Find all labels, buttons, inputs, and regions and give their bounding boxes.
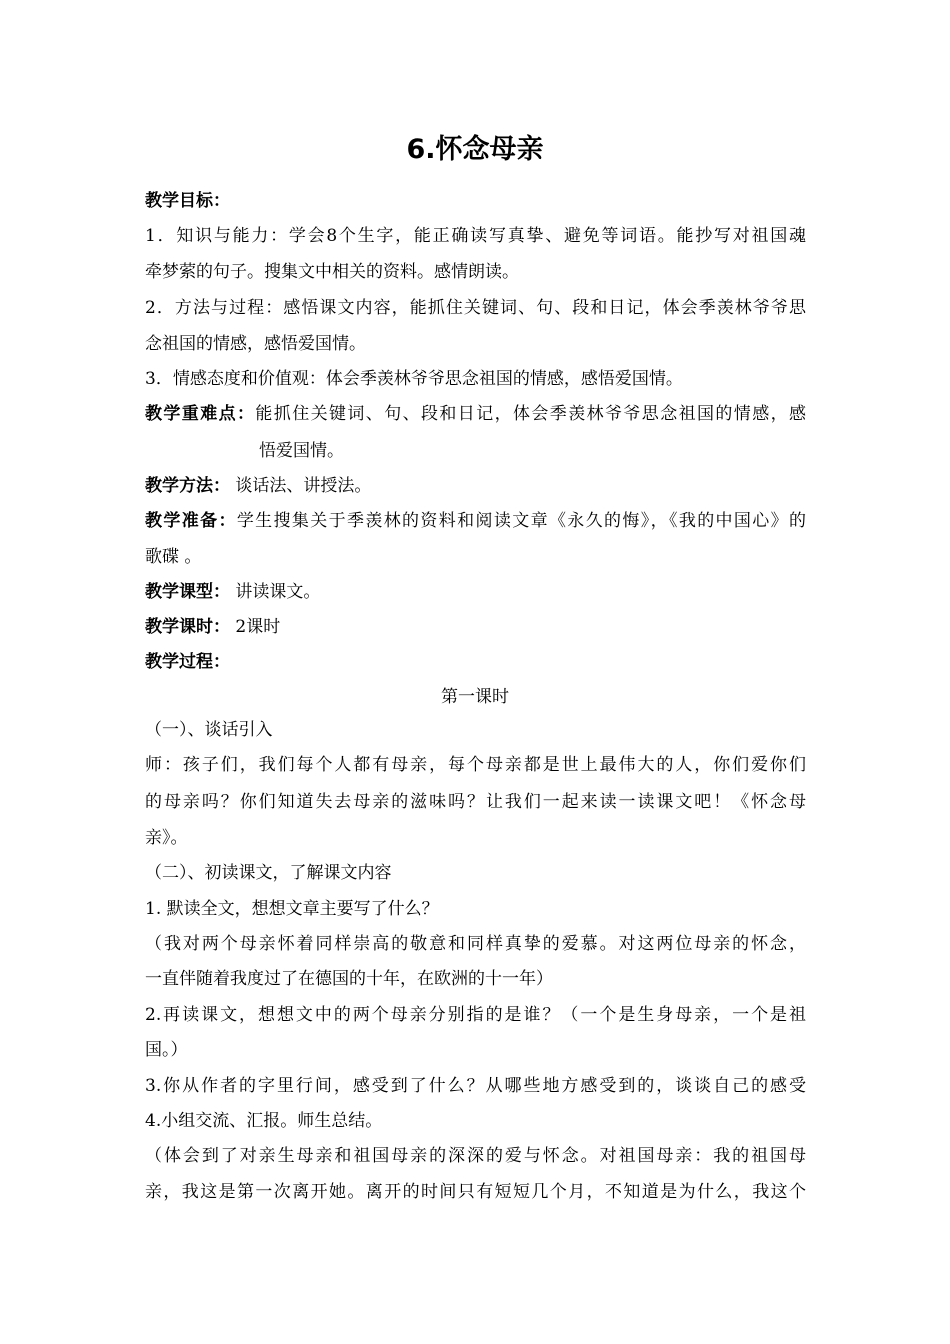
prep-text-1: 学生搜集关于季羡林的资料和阅读文章《永久的悔》，《我的中国心》的 [236,511,807,531]
session-title: 第一课时 [441,687,509,707]
part1-line-2: 的母亲吗？你们知道失去母亲的滋味吗？让我们一起来读一读课文吧！《怀念母 [145,792,806,812]
lesson-type-text: 讲读课文。 [230,582,321,602]
prep-line-1 [145,507,806,535]
lesson-type-line [145,578,320,606]
method-text: 谈话法、讲授法。 [230,476,372,496]
answer-4-line-1: （体会到了对亲生母亲和祖国母亲的深深的爱与怀念。对祖国母亲：我的祖国母 [145,1146,806,1166]
lesson-hours-line [145,613,280,641]
question-3: 3.你从作者的字里行间，感受到了什么？从哪些地方感受到的，谈谈自己的感受 [145,1076,806,1096]
process-heading: 教学过程： [145,652,230,672]
question-2-line-2: 国。） [145,1040,188,1060]
answer-1-line-2: 一直伴随着我度过了在德国的十年，在欧洲的十一年） [145,969,553,989]
part2-heading: （二）、初读课文，了解课文内容 [145,863,392,883]
keypoints-text-1: 能抓住关键词、句、段和日记，体会季羡林爷爷思念祖国的情感，感 [255,404,807,424]
objective-2-line-1: 2．方法与过程：感悟课文内容，能抓住关键词、句、段和日记，体会季羡林爷爷思 [145,298,806,318]
objective-1-line-2: 牵梦萦的句子。搜集文中相关的资料。感情朗读。 [145,262,519,282]
objective-1-line-1: 1．知识与能力：学会8个生字，能正确读写真挚、避免等词语。能抄写对祖国魂 [145,226,806,246]
keypoints-label: 教学重难点： [145,404,256,424]
part1-line-3: 亲》。 [145,828,188,848]
method-label: 教学方法： [145,476,230,496]
answer-1-line-1: （我对两个母亲怀着同样崇高的敬意和同样真挚的爱慕。对这两位母亲的怀念， [145,934,806,954]
objective-2-line-2: 念祖国的情感，感悟爱国情。 [145,334,366,354]
question-2-line-1: 2.再读课文，想想文中的两个母亲分别指的是谁？（一个是生身母亲，一个是祖 [145,1005,806,1025]
answer-4-line-2: 亲，我这是第一次离开她。离开的时间只有短短几个月，不知道是为什么，我这个 [145,1182,806,1202]
part1-line-1: 师：孩子们，我们每个人都有母亲，每个母亲都是世上最伟大的人，你们爱你们 [145,755,806,775]
lesson-hours-text: 2课时 [230,617,281,637]
question-4: 4.小组交流、汇报。师生总结。 [145,1111,383,1131]
document-title: 6.怀念母亲 [406,134,544,165]
lesson-type-label: 教学课型： [145,582,230,602]
keypoints-text-2: 悟爱国情。 [259,441,344,461]
lesson-hours-label: 教学课时： [145,617,230,637]
method-line [145,472,371,500]
question-1: 1. 默读全文，想想文章主要写了什么？ [145,899,439,919]
objectives-heading: 教学目标： [145,191,230,211]
prep-label: 教学准备： [145,511,237,531]
part1-heading: （一）、谈话引入 [145,720,273,740]
prep-text-2: 歌碟 。 [145,547,202,567]
keypoints-line-1 [145,400,806,428]
objective-3: 3．情感态度和价值观：体会季羡林爷爷思念祖国的情感，感悟爱国情。 [145,369,683,389]
